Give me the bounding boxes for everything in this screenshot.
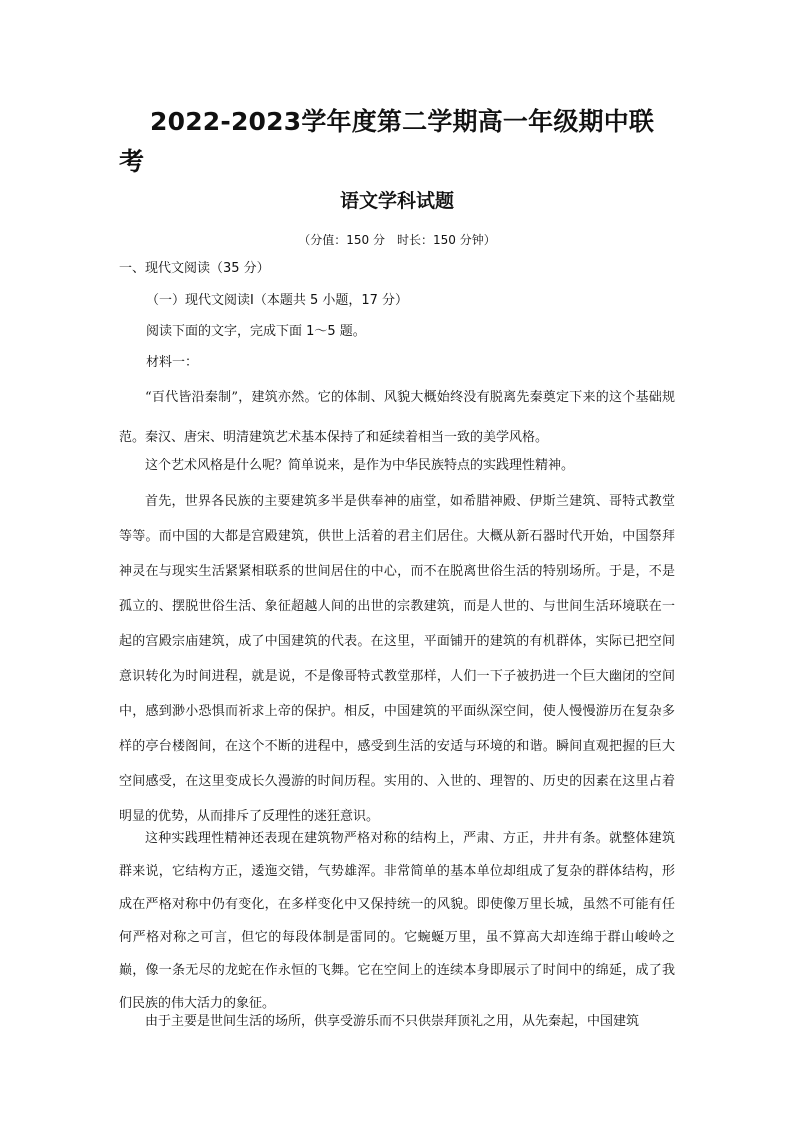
section-heading: 一、现代文阅读（35 分） xyxy=(119,261,270,276)
exam-title: 2022-2023学年度第二学期高一年级期中联考 xyxy=(119,107,655,176)
paragraph: “百代皆沿秦制”，建筑亦然。它的体制、风貌大概始终没有脱离先秦奠定下来的这个基础规范。秦汉、唐宋、明清建筑艺术基本保持了和延续着相当一致的美学风格。 xyxy=(119,390,675,445)
paragraph: 首先，世界各民族的主要建筑多半是供奉神的庙堂，如希腊神殿、伊斯兰建筑、哥特式教堂等等。而中国的大都是宫殿建筑，供世上活着的君主们居住。大概从新石器时代开始，中国祭拜神灵在与现实生活紧紧相联系的世间居住的中心，而不在脱离世俗生活的特别场所。于是，不是孤立的、摆脱世俗生活、象征超越人间的出世的宗教建筑，而是人世的、与世间生活环境联在一起的宫殿宗庙建筑，成了中国建筑的代表。在这里，平面铺开的建筑的有机群体，实际已把空间意识转化为时间进程，就是说，不是像哥特式教堂那样，人们一下子被扔进一个巨大幽闭的空间中，感到渺小恐惧而祈求上帝的保护。相反，中国建筑的平面纵深空间，使人慢慢游历在复杂多样的亭台楼阁间，在这个不断的进程中，感受到生活的安适与环境的和谐。瞬间直观把握的巨大空间感受，在这里变成长久漫游的时间历程。实用的、入世的、理智的、历史的因素在这里占着明显的优势，从而排斥了反理性的迷狂意识。 xyxy=(119,494,675,824)
subject-title: 语文学科试题 xyxy=(339,190,454,212)
paragraph: 这个艺术风格是什么呢？简单说来，是作为中华民族特点的实践理性精神。 xyxy=(145,458,575,473)
subsection-heading: （一）现代文阅读Ⅰ（本题共 5 小题，17 分） xyxy=(146,293,409,308)
score-time-info: （分值：150 分 时长：150 分钟） xyxy=(298,233,496,247)
material-label: 材料一： xyxy=(146,355,199,370)
paragraph: 由于主要是世间生活的场所，供享受游乐而不只供崇拜顶礼之用，从先秦起，中国建筑 xyxy=(145,1014,640,1029)
paragraph: 这种实践理性精神还表现在建筑物严格对称的结构上，严肃、方正，井井有条。就整体建筑群来说，它结构方正，逶迤交错，气势雄浑。非常简单的基本单位却组成了复杂的群体结构，形成在严格对称中仍有变化，在多样变化中又保持统一的风貌。即使像万里长城，虽然不可能有任何严格对称之可言，但它的每段体制是雷同的。它蜿蜒万里，虽不算高大却连绵于群山峻岭之巅，像一条无尽的龙蛇在作永恒的飞舞。它在空间上的连续本身即展示了时间中的绵延，成了我们民族的伟大活力的象征。 xyxy=(119,831,675,1011)
reading-instruction: 阅读下面的文字，完成下面 1～5 题。 xyxy=(146,324,366,339)
